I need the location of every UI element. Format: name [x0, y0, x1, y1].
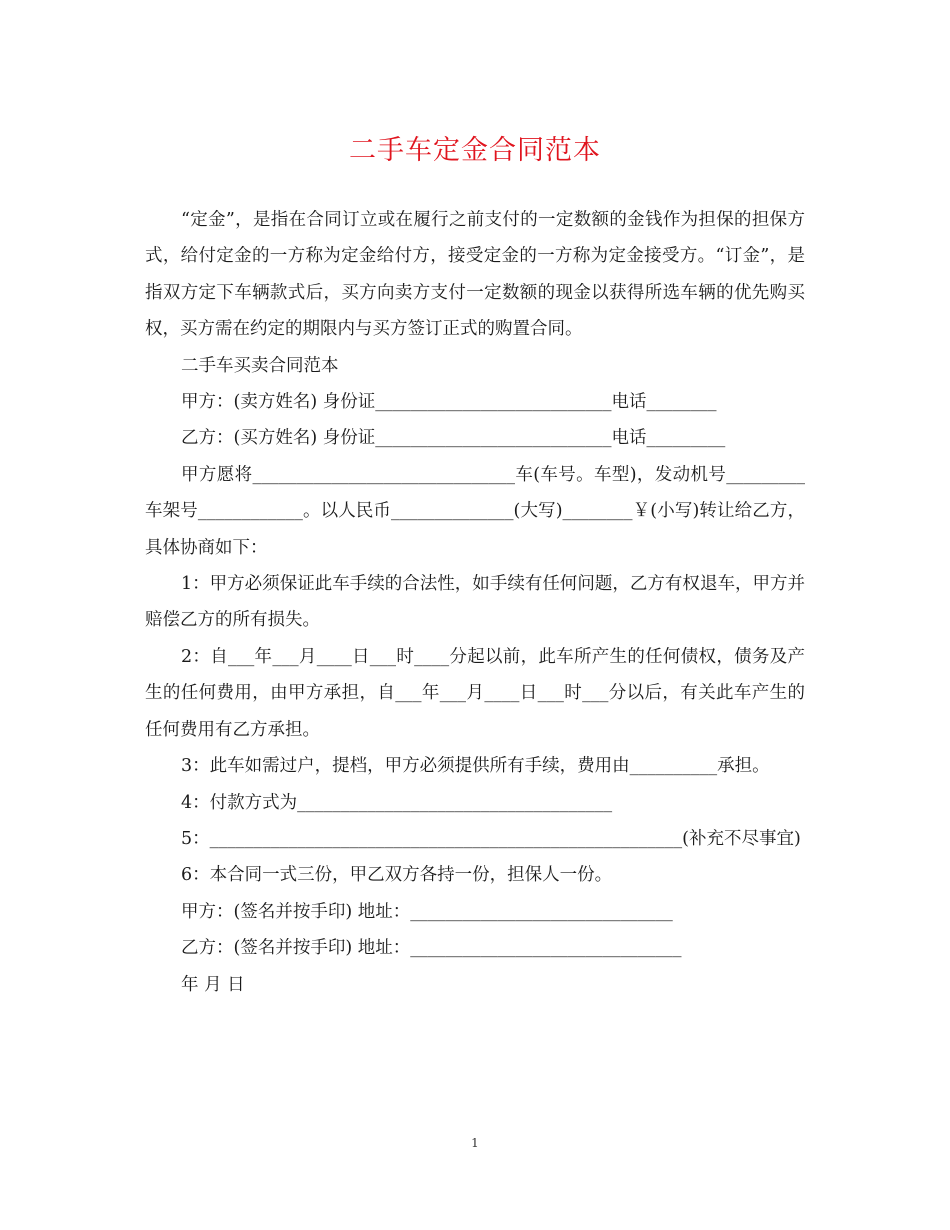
contract-heading: 二手车买卖合同范本 [181, 355, 339, 376]
vehicle-transfer-paragraph: 甲方愿将______________________________车(车号。车型)，发动机号_________车架号____________。以人民币______________(大写)________￥(小写)转让给乙方，具体协商如下： [145, 464, 805, 558]
document-body [145, 202, 805, 1003]
page-number: 1 [471, 1136, 479, 1150]
date-line: 年 月 日 [181, 974, 245, 995]
party-a-line: 甲方：(卖方姓名) 身份证___________________________电话________ [181, 392, 717, 413]
clause-2: 2：自___年___月____日___时____分起以前，此车所产生的任何债权，债务及产生的任何费用，由甲方承担，自___年___月____日___时___分以后，有关此车产生的任何费用有乙方承担。 [145, 646, 805, 740]
clause-6: 6：本合同一式三份，甲乙双方各持一份，担保人一份。 [181, 865, 613, 886]
clause-4: 4：付款方式为____________________________________ [181, 792, 613, 813]
document-title: 二手车定金合同范本 [349, 135, 601, 166]
definition-paragraph: “定金”，是指在合同订立或在履行之前支付的一定数额的金钱作为担保的担保方式，给付定金的一方称为定金给付方，接受定金的一方称为定金接受方。“订金”，是指双方定下车辆款式后，买方向卖方支付一定数额的现金以获得所选车辆的优先购买权，买方需在约定的期限内与买方签订正式的购置合同。 [145, 210, 805, 340]
party-b-signature: 乙方：(签名并按手印) 地址：_______________________________ [181, 938, 682, 959]
clause-3: 3：此车如需过户，提档，甲方必须提供所有手续，费用由__________承担。 [181, 756, 770, 777]
party-b-line: 乙方：(买方姓名) 身份证___________________________电话_________ [181, 428, 726, 449]
clause-1: 1：甲方必须保证此车手续的合法性，如手续有任何问题，乙方有权退车，甲方并赔偿乙方的所有损失。 [145, 574, 805, 631]
party-a-signature: 甲方：(签名并按手印) 地址：______________________________ [181, 901, 673, 922]
clause-5: 5：______________________________________________________(补充不尽事宜) [181, 828, 801, 849]
